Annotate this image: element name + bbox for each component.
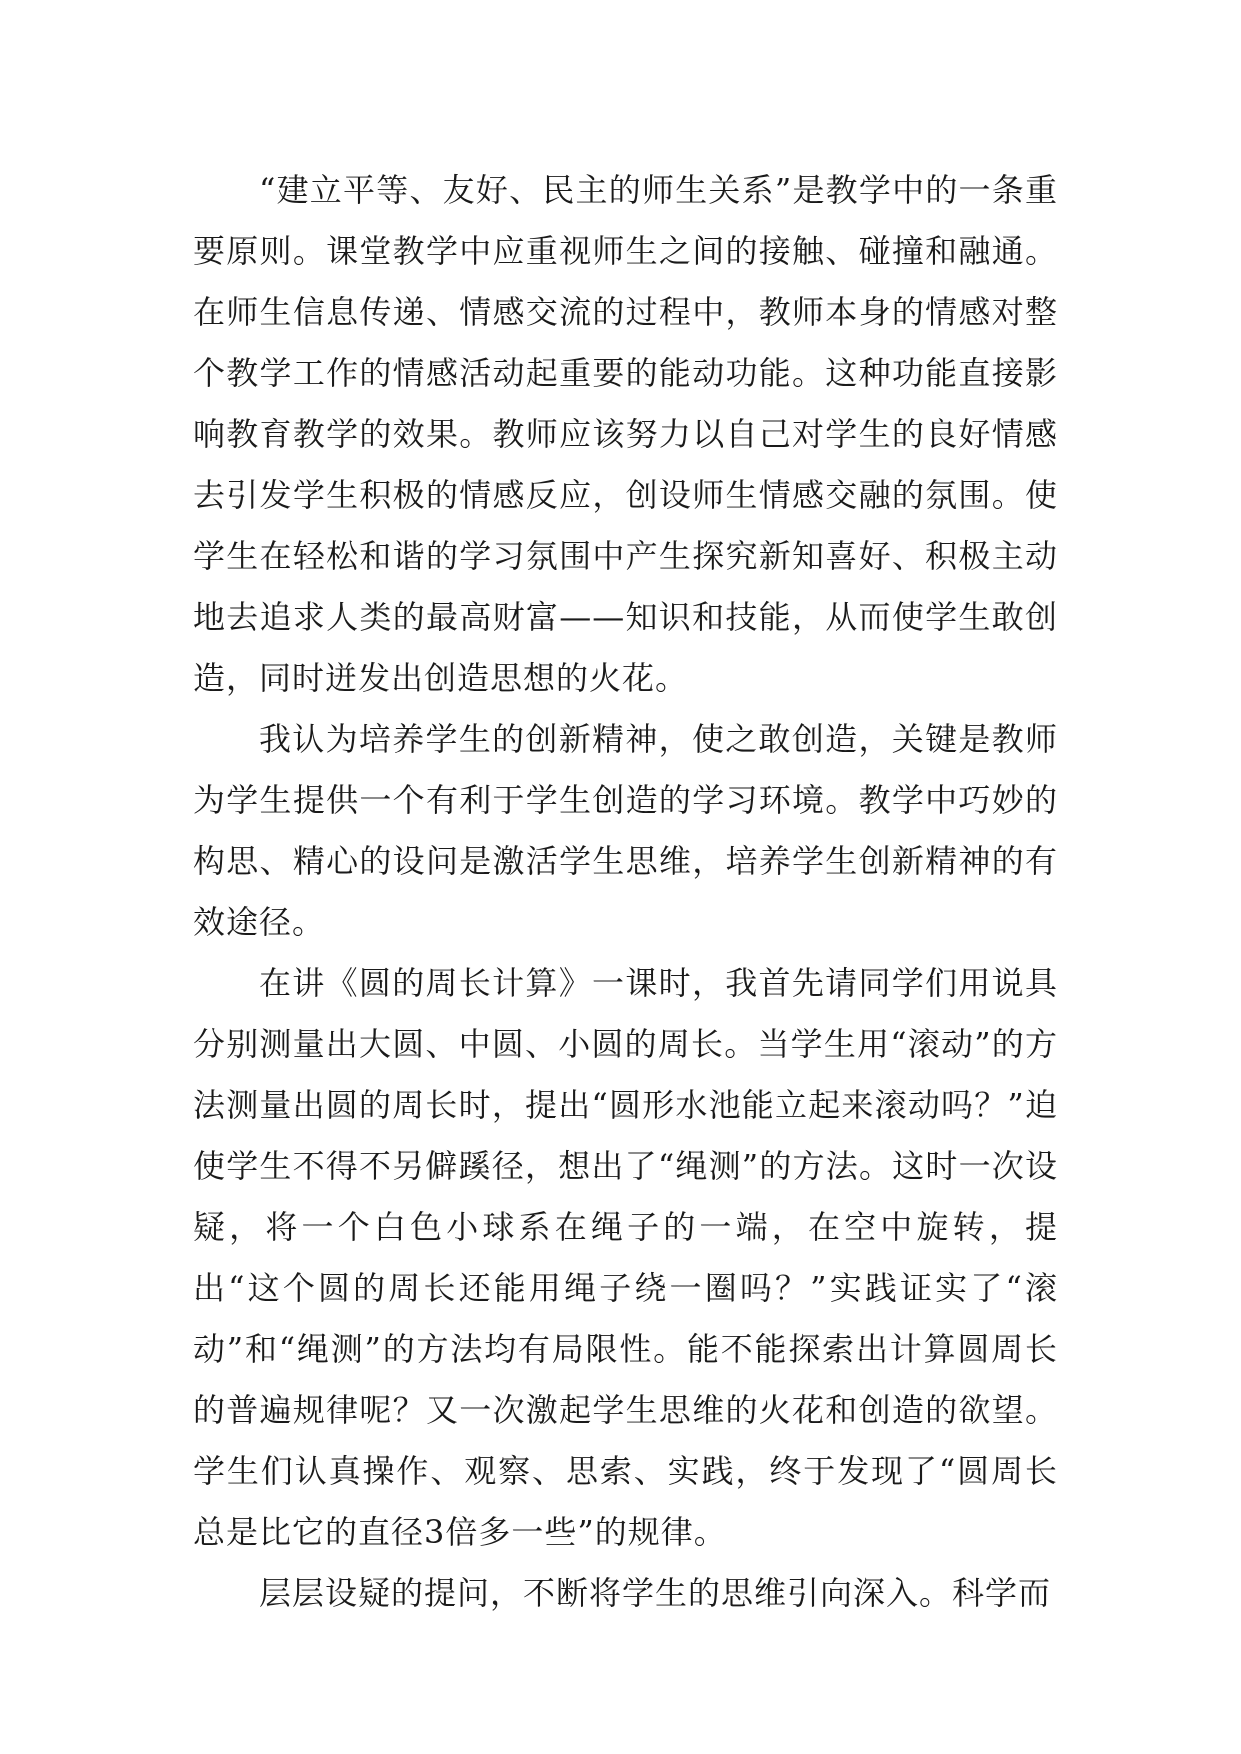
document-page bbox=[193, 160, 1058, 1624]
paragraph-innovation-spirit: 我认为培养学生的创新精神，使之敢创造，关键是教师为学生提供一个有利于学生创造的学习环境。教学中巧妙的构思、精心的设问是激活学生思维，培养学生创新精神的有效途径。 bbox=[193, 720, 1058, 941]
paragraph-circle-perimeter-lesson: 在讲《圆的周长计算》一课时，我首先请同学们用说具分别测量出大圆、中圆、小圆的周长。当学生用“滚动”的方法测量出圆的周长时，提出“圆形水池能立起来滚动吗？”迫使学生不得不另僻蹊径，想出了“绳测”的方法。这时一次设疑，将一个白色小球系在绳子的一端，在空中旋转，提出“这个圆的周长还能用绳子绕一圈吗？”实践证实了“滚动”和“绳测”的方法均有局限性。能不能探索出计算圆周长的普遍规律呢？又一次激起学生思维的火花和创造的欲望。学生们认真操作、观察、思索、实践，终于发现了“圆周长总是比它的直径3倍多一些”的规律。 bbox=[193, 964, 1058, 1551]
paragraph-layered-questioning: 层层设疑的提问，不断将学生的思维引向深入。科学而 bbox=[259, 1574, 1052, 1612]
paragraph-teacher-student-relationship: “建立平等、友好、民主的师生关系”是教学中的一条重要原则。课堂教学中应重视师生之间的接触、碰撞和融通。在师生信息传递、情感交流的过程中，教师本身的情感对整个教学工作的情感活动起重要的能动功能。这种功能直接影响教育教学的效果。教师应该努力以自己对学生的良好情感去引发学生积极的情感反应，创设师生情感交融的氛围。使学生在轻松和谐的学习氛围中产生探究新知喜好、积极主动地去追求人类的最高财富——知识和技能，从而使学生敢创造，同时迸发出创造思想的火花。 bbox=[193, 171, 1058, 697]
